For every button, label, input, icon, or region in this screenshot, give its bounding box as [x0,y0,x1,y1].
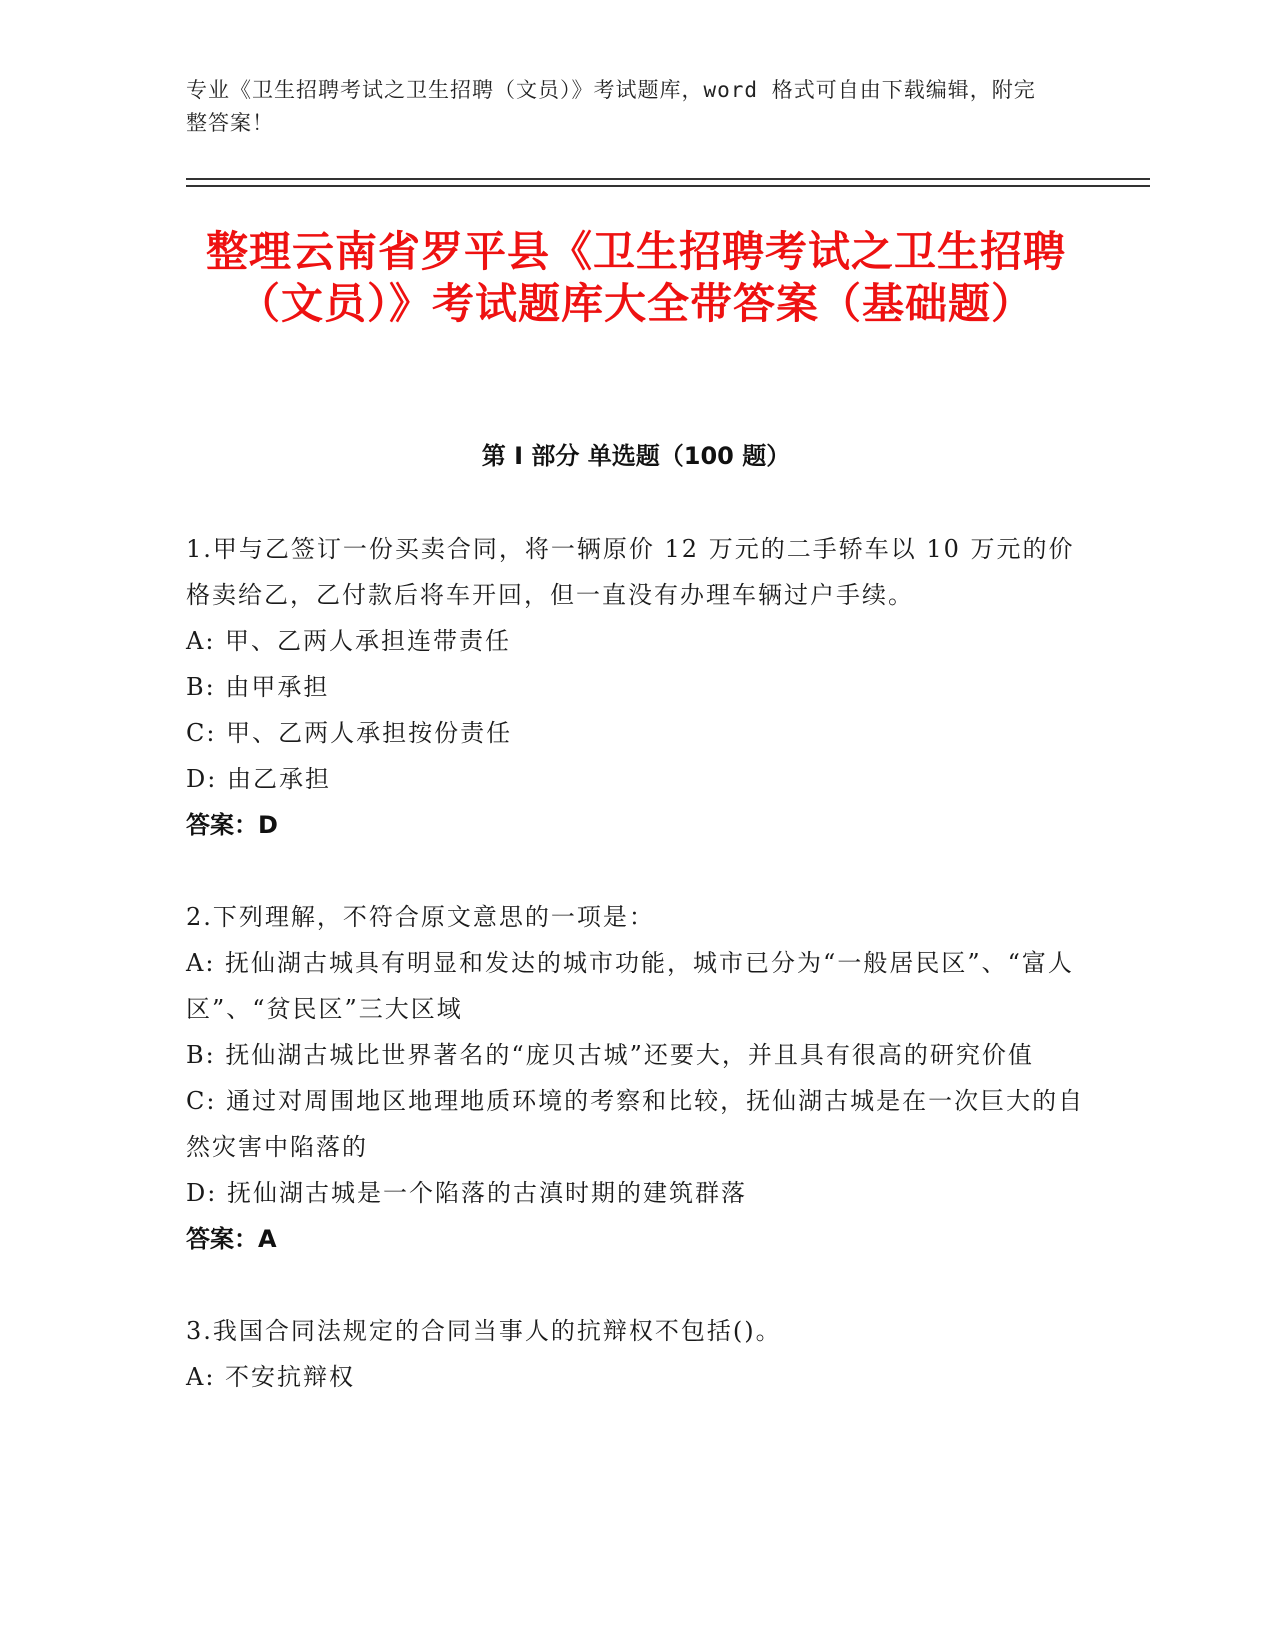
option-a: A: 抚仙湖古城具有明显和发达的城市功能，城市已分为“一般居民区”、“富人区”、“贫民区”三大区域 [186,949,1074,1023]
header-rule-top [186,178,1150,180]
answer: 答案：D [186,811,278,839]
question-1 [186,526,1086,848]
question-stem: 1.甲与乙签订一份买卖合同，将一辆原价 12 万元的二手轿车以 10 万元的价格卖给乙，乙付款后将车开回，但一直没有办理车辆过户手续。 [186,535,1075,609]
option-a: A: 甲、乙两人承担连带责任 [186,627,512,655]
document-title: 整理云南省罗平县《卫生招聘考试之卫生招聘（文员）》考试题库大全带答案（基础题） [205,227,1066,328]
option-d: D: 抚仙湖古城是一个陷落的古滇时期的建筑群落 [186,1179,747,1207]
option-b: B: 由甲承担 [186,673,330,701]
question-stem: 2.下列理解，不符合原文意思的一项是： [186,903,655,931]
section-title: 第 I 部分 单选题（100 题） [481,442,791,470]
option-b: B: 抚仙湖古城比世界著名的“庞贝古城”还要大，并且具有很高的研究价值 [186,1041,1034,1069]
option-c: C: 通过对周围地区地理地质环境的考察和比较，抚仙湖古城是在一次巨大的自然灾害中陷落的 [186,1087,1085,1161]
question-stem: 3.我国合同法规定的合同当事人的抗辩权不包括()。 [186,1317,782,1345]
question-2 [186,894,1086,1262]
question-3 [186,1308,1086,1400]
header-note: 专业《卫生招聘考试之卫生招聘（文员）》考试题库，word 格式可自由下载编辑，附完整答案！ [186,78,1036,135]
header-rule-bottom [186,185,1150,187]
option-c: C: 甲、乙两人承担按份责任 [186,719,513,747]
question-list [186,526,1086,1446]
answer: 答案：A [186,1225,277,1253]
option-d: D: 由乙承担 [186,765,331,793]
option-a: A: 不安抗辩权 [186,1363,356,1391]
